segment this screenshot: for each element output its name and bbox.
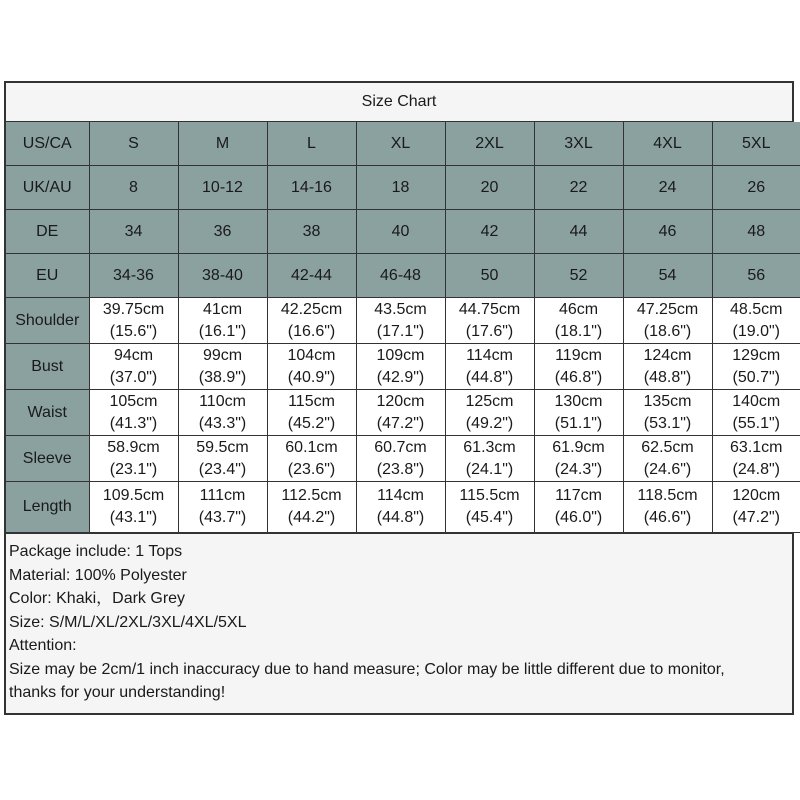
size-chart <box>4 81 794 715</box>
product-notes <box>6 533 792 705</box>
row-label: Waist <box>6 390 89 436</box>
size-cell: 52 <box>534 254 623 298</box>
row-label: Bust <box>6 344 89 390</box>
note-color: Color: Khaki，Dark Grey <box>9 590 186 607</box>
cm-value: 105cm <box>109 392 158 410</box>
size-cell: 3XL <box>534 122 623 166</box>
size-cell: 5XL <box>712 122 800 166</box>
cm-value: 117cm <box>555 487 602 504</box>
measurement-cell <box>267 436 356 482</box>
cm-value: 61.9cm <box>552 438 605 456</box>
note-accuracy: Size may be 2cm/1 inch inaccuracy due to hand measure; Color may be little different due to monitor, <box>9 660 725 678</box>
measurement-cell <box>89 344 178 390</box>
note-attention: Attention: <box>9 637 77 654</box>
measurement-cell <box>356 390 445 436</box>
cm-value: 99cm <box>202 346 243 364</box>
inch-value: (18.6") <box>643 322 692 340</box>
cm-value: 48.5cm <box>730 300 783 318</box>
inch-value: (46.8") <box>554 368 603 386</box>
measurement-cell <box>445 344 534 390</box>
inch-value: (43.3") <box>198 414 247 432</box>
size-cell: 50 <box>445 254 534 298</box>
inch-value: (16.1") <box>198 322 247 340</box>
size-cell: 14-16 <box>267 166 356 210</box>
measurement-cell <box>712 436 800 482</box>
measurement-row <box>6 298 800 344</box>
measurement-row <box>6 390 800 436</box>
measurement-cell <box>445 436 534 482</box>
measurement-cell <box>623 436 712 482</box>
size-row <box>6 166 800 210</box>
measurement-cell <box>356 298 445 344</box>
measurement-cell <box>89 390 178 436</box>
size-cell: 8 <box>89 166 178 210</box>
cm-value: 120cm <box>376 392 425 410</box>
size-cell: 44 <box>534 210 623 254</box>
measurement-cell <box>178 482 267 533</box>
measurement-cell <box>89 482 178 533</box>
measurement-cell <box>445 482 534 533</box>
inch-value: (37.0") <box>109 368 158 386</box>
size-cell: S <box>89 122 178 166</box>
inch-value: (51.1") <box>554 414 603 432</box>
measurement-cell <box>356 344 445 390</box>
inch-value: (41.3") <box>109 414 158 432</box>
cm-value: 60.1cm <box>285 438 338 456</box>
inch-value: (23.4") <box>198 460 247 478</box>
measurement-cell <box>178 344 267 390</box>
cm-value: 61.3cm <box>463 438 516 456</box>
row-label: UK/AU <box>6 166 89 210</box>
size-cell: 22 <box>534 166 623 210</box>
inch-value: (46.0") <box>554 509 603 526</box>
size-cell: M <box>178 122 267 166</box>
cm-value: 115.5cm <box>459 487 520 504</box>
row-label: Length <box>6 482 89 533</box>
cm-value: 118.5cm <box>637 487 698 504</box>
row-label: Shoulder <box>6 298 89 344</box>
inch-value: (49.2") <box>465 414 514 432</box>
cm-value: 44.75cm <box>458 300 521 318</box>
inch-value: (24.3") <box>554 460 603 478</box>
cm-value: 43.5cm <box>374 300 427 318</box>
inch-value: (47.2") <box>376 414 425 432</box>
measurement-cell <box>534 298 623 344</box>
cm-value: 114cm <box>377 487 424 504</box>
chart-title: Size Chart <box>6 83 792 122</box>
measurement-cell <box>712 344 800 390</box>
measurement-cell <box>89 436 178 482</box>
inch-value: (44.8") <box>376 509 425 526</box>
size-cell: 40 <box>356 210 445 254</box>
measurement-cell <box>712 482 800 533</box>
measurement-cell <box>356 482 445 533</box>
cm-value: 114cm <box>466 346 513 364</box>
size-cell: 4XL <box>623 122 712 166</box>
size-cell: 54 <box>623 254 712 298</box>
note-sizes: Size: S/M/L/XL/2XL/3XL/4XL/5XL <box>9 613 247 631</box>
inch-value: (48.8") <box>643 368 692 386</box>
size-cell: 2XL <box>445 122 534 166</box>
size-cell: 38 <box>267 210 356 254</box>
inch-value: (24.6") <box>643 460 692 478</box>
size-cell: 46 <box>623 210 712 254</box>
size-row <box>6 122 800 166</box>
measurement-cell <box>267 344 356 390</box>
inch-value: (15.6") <box>109 322 158 340</box>
measurement-cell <box>267 390 356 436</box>
cm-value: 129cm <box>732 346 781 364</box>
measurement-row <box>6 436 800 482</box>
inch-value: (45.2") <box>287 414 336 432</box>
size-row <box>6 254 800 298</box>
size-row <box>6 210 800 254</box>
cm-value: 62.5cm <box>641 438 694 456</box>
measurement-cell <box>267 298 356 344</box>
size-cell: 34 <box>89 210 178 254</box>
inch-value: (18.1") <box>554 322 603 340</box>
measurement-cell <box>534 344 623 390</box>
row-label: EU <box>6 254 89 298</box>
inch-value: (53.1") <box>643 414 692 432</box>
cm-value: 111cm <box>199 487 246 504</box>
size-cell: XL <box>356 122 445 166</box>
inch-value: (23.8") <box>376 460 425 478</box>
size-cell: 56 <box>712 254 800 298</box>
measurement-cell <box>534 390 623 436</box>
size-cell: 48 <box>712 210 800 254</box>
measurement-row <box>6 482 800 533</box>
note-material: Material: 100% Polyester <box>9 566 187 584</box>
inch-value: (40.9") <box>287 368 336 386</box>
size-cell: 20 <box>445 166 534 210</box>
measurement-cell <box>534 436 623 482</box>
size-cell: 42-44 <box>267 254 356 298</box>
size-cell: 34-36 <box>89 254 178 298</box>
inch-value: (17.6") <box>465 322 514 340</box>
cm-value: 41cm <box>202 300 243 318</box>
cm-value: 42.25cm <box>280 300 343 318</box>
measurement-cell <box>267 482 356 533</box>
cm-value: 109cm <box>376 346 425 364</box>
cm-value: 59.5cm <box>196 438 249 456</box>
measurement-cell <box>356 436 445 482</box>
cm-value: 63.1cm <box>730 438 783 456</box>
cm-value: 112.5cm <box>281 487 342 504</box>
cm-value: 47.25cm <box>636 300 699 318</box>
cm-value: 115cm <box>288 392 335 410</box>
measurement-cell <box>445 298 534 344</box>
size-cell: 10-12 <box>178 166 267 210</box>
cm-value: 140cm <box>732 392 781 410</box>
inch-value: (45.4") <box>465 509 514 526</box>
inch-value: (46.6") <box>643 509 692 526</box>
measurement-cell <box>178 390 267 436</box>
measurement-cell <box>178 298 267 344</box>
inch-value: (24.1") <box>465 460 514 478</box>
inch-value: (42.9") <box>376 368 425 386</box>
measurement-cell <box>178 436 267 482</box>
cm-value: 46cm <box>558 300 599 318</box>
cm-value: 60.7cm <box>374 438 427 456</box>
inch-value: (17.1") <box>376 322 425 340</box>
size-cell: 26 <box>712 166 800 210</box>
inch-value: (38.9") <box>198 368 247 386</box>
cm-value: 130cm <box>554 392 603 410</box>
cm-value: 94cm <box>113 346 154 364</box>
cm-value: 125cm <box>465 392 514 410</box>
cm-value: 119cm <box>555 346 602 364</box>
cm-value: 39.75cm <box>102 300 165 318</box>
inch-value: (24.8") <box>732 460 780 478</box>
row-label: US/CA <box>6 122 89 166</box>
cm-value: 110cm <box>199 392 246 410</box>
inch-value: (47.2") <box>732 509 780 526</box>
cm-value: 120cm <box>732 487 781 504</box>
cm-value: 104cm <box>287 346 336 364</box>
measurement-row <box>6 344 800 390</box>
size-cell: 24 <box>623 166 712 210</box>
cm-value: 124cm <box>643 346 692 364</box>
row-label: Sleeve <box>6 436 89 482</box>
inch-value: (23.1") <box>109 460 158 478</box>
row-label: DE <box>6 210 89 254</box>
measurement-cell <box>445 390 534 436</box>
size-cell: L <box>267 122 356 166</box>
cm-value: 135cm <box>643 392 692 410</box>
measurement-cell <box>623 390 712 436</box>
measurement-cell <box>712 298 800 344</box>
measurement-cell <box>623 482 712 533</box>
size-cell: 36 <box>178 210 267 254</box>
cm-value: 58.9cm <box>107 438 160 456</box>
inch-value: (50.7") <box>732 368 780 386</box>
cm-value: 109.5cm <box>102 487 165 504</box>
measurement-cell <box>623 344 712 390</box>
inch-value: (43.1") <box>109 509 158 526</box>
size-cell: 18 <box>356 166 445 210</box>
size-cell: 38-40 <box>178 254 267 298</box>
measurement-cell <box>89 298 178 344</box>
measurement-cell <box>623 298 712 344</box>
note-package: Package include: 1 Tops <box>9 543 183 560</box>
note-thanks: thanks for your understanding! <box>9 684 226 701</box>
size-cell: 46-48 <box>356 254 445 298</box>
inch-value: (55.1") <box>732 414 780 432</box>
inch-value: (43.7") <box>198 509 247 526</box>
inch-value: (19.0") <box>732 322 780 340</box>
size-table <box>6 122 800 533</box>
inch-value: (16.6") <box>287 322 336 340</box>
size-cell: 42 <box>445 210 534 254</box>
inch-value: (44.8") <box>465 368 514 386</box>
measurement-cell <box>712 390 800 436</box>
measurement-cell <box>534 482 623 533</box>
inch-value: (44.2") <box>287 509 336 526</box>
inch-value: (23.6") <box>287 460 336 478</box>
